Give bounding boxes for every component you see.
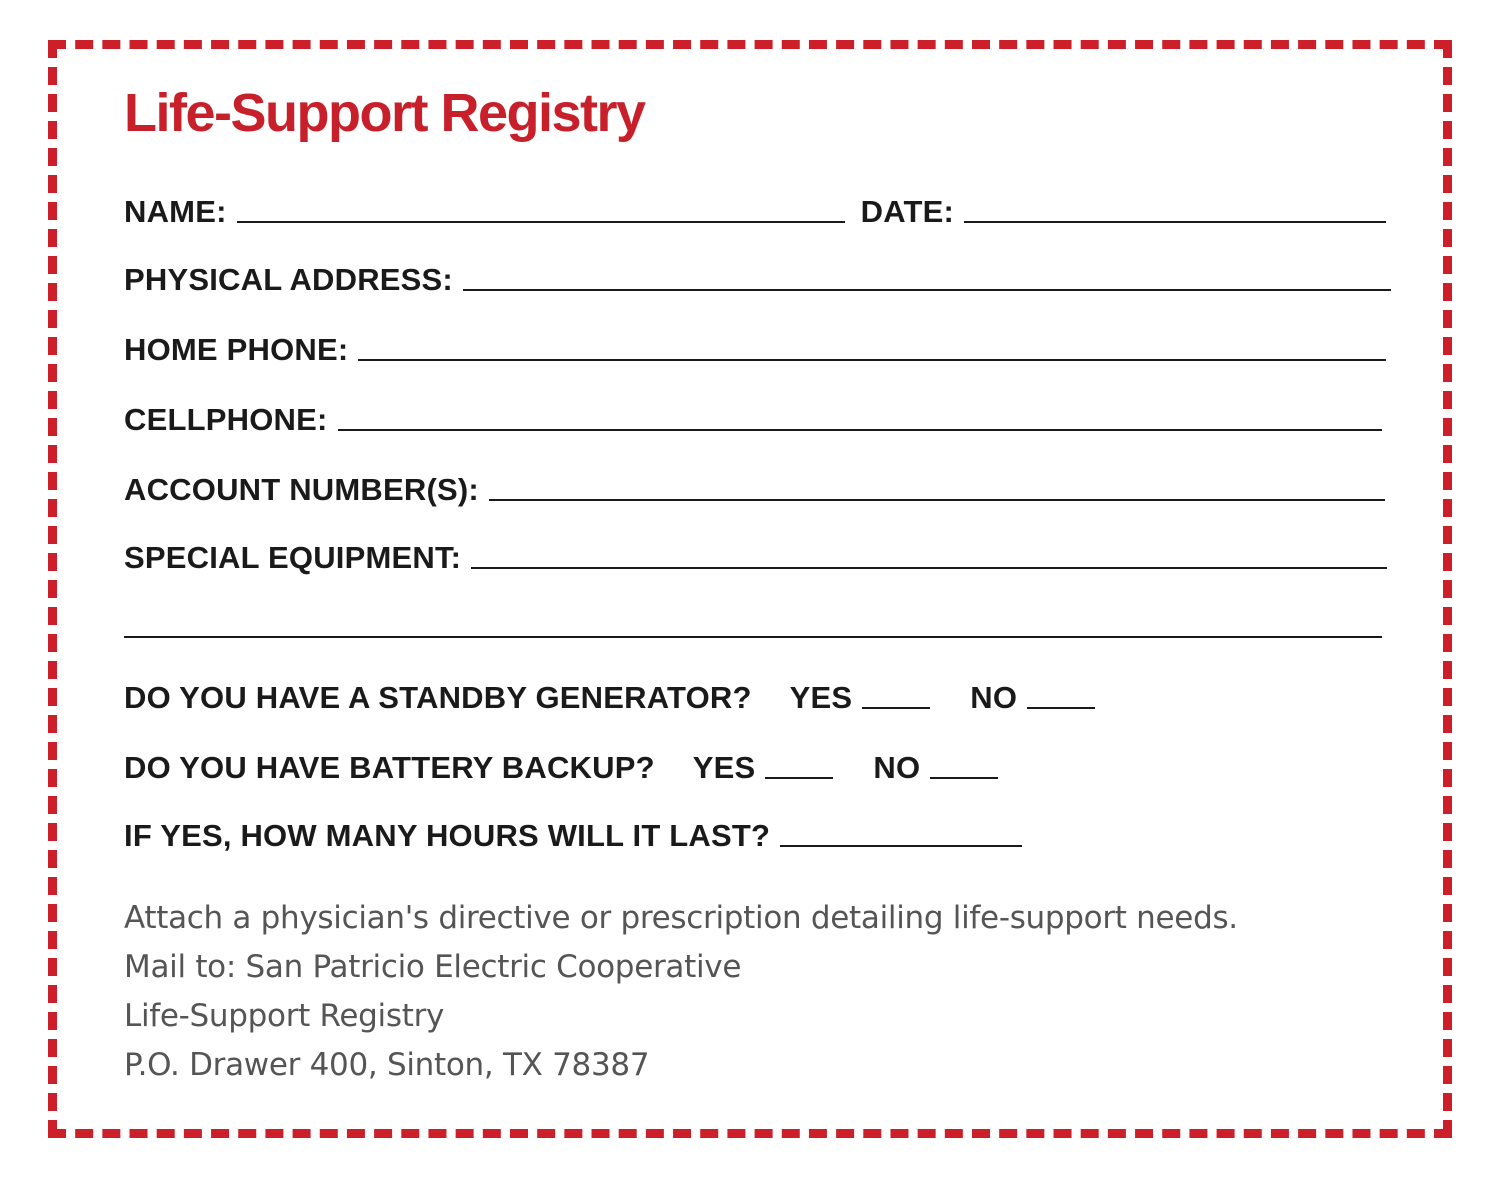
- generator-no-field[interactable]: [1027, 707, 1095, 709]
- battery-no-label: NO: [873, 750, 921, 785]
- account-label: ACCOUNT NUMBER(S):: [124, 472, 479, 507]
- equipment-field-extra-line[interactable]: [124, 636, 1382, 638]
- equipment-row: [124, 532, 1387, 576]
- info-address: P.O. Drawer 400, Sinton, TX 78387: [124, 1047, 650, 1083]
- generator-question: DO YOU HAVE A STANDBY GENERATOR?: [124, 680, 752, 715]
- generator-no-label: NO: [970, 680, 1018, 715]
- cellphone-label: CELLPHONE:: [124, 402, 328, 437]
- info-mail-to: Mail to: San Patricio Electric Cooperative: [124, 949, 742, 985]
- home-phone-label: HOME PHONE:: [124, 332, 349, 367]
- equipment-label: SPECIAL EQUIPMENT:: [124, 540, 462, 575]
- name-date-row: [124, 186, 1386, 230]
- hours-question: IF YES, HOW MANY HOURS WILL IT LAST?: [124, 818, 771, 853]
- date-label: DATE:: [860, 194, 955, 229]
- battery-row: [124, 742, 998, 786]
- date-field[interactable]: [964, 221, 1386, 223]
- name-label: NAME:: [124, 194, 227, 229]
- account-row: [124, 464, 1385, 508]
- account-field[interactable]: [489, 499, 1385, 501]
- info-instruction: Attach a physician's directive or prescription detailing life-support needs.: [124, 900, 1238, 936]
- cellphone-field[interactable]: [338, 429, 1382, 431]
- address-label: PHYSICAL ADDRESS:: [124, 262, 453, 297]
- info-registry: Life-Support Registry: [124, 998, 445, 1034]
- name-field[interactable]: [237, 221, 845, 223]
- equipment-field[interactable]: [471, 567, 1387, 569]
- generator-yes-label: YES: [789, 680, 853, 715]
- hours-field[interactable]: [780, 845, 1022, 847]
- battery-question: DO YOU HAVE BATTERY BACKUP?: [124, 750, 655, 785]
- address-field[interactable]: [463, 289, 1391, 291]
- form-title: Life-Support Registry: [124, 83, 645, 143]
- mailing-info: [124, 894, 1238, 1090]
- battery-no-field[interactable]: [930, 777, 998, 779]
- battery-yes-field[interactable]: [765, 777, 833, 779]
- home-phone-field[interactable]: [358, 359, 1386, 361]
- address-row: [124, 254, 1391, 298]
- cellphone-row: [124, 394, 1382, 438]
- hours-row: [124, 810, 1022, 854]
- generator-yes-field[interactable]: [862, 707, 930, 709]
- generator-row: [124, 672, 1095, 716]
- home-phone-row: [124, 324, 1386, 368]
- battery-yes-label: YES: [692, 750, 756, 785]
